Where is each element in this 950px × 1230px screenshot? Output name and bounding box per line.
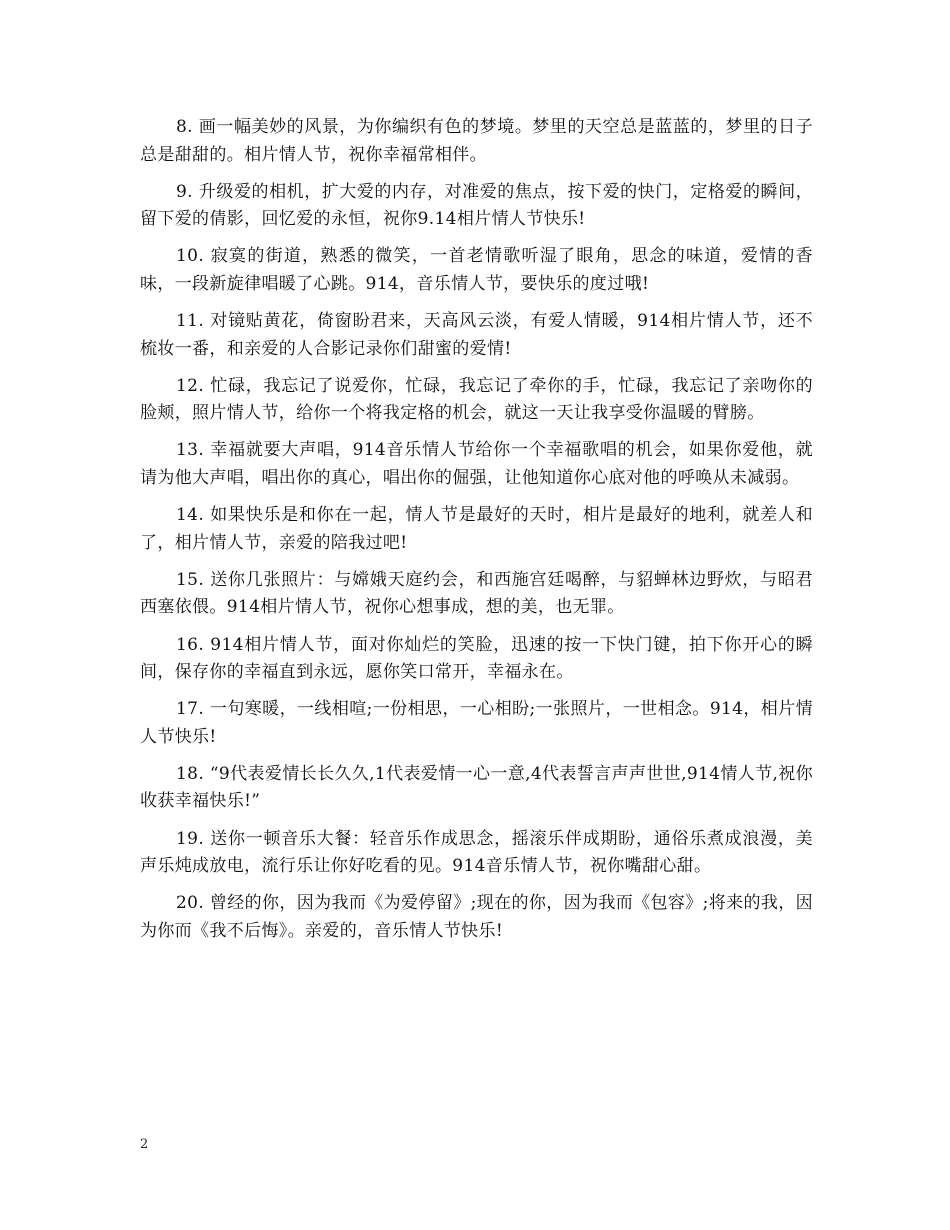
paragraph-item-20: 20. 曾经的你，因为我而《为爱停留》;现在的你，因为我而《包容》;将来的我，因为你而《我不后悔》。亲爱的，音乐情人节快乐!: [140, 893, 813, 941]
paragraph-item-15: 15. 送你几张照片：与嫦娥天庭约会，和西施宫廷喝醉，与貂蝉林边野炊，与昭君西塞依偎。914相片情人节，祝你心想事成，想的美，也无罪。: [140, 569, 813, 618]
paragraph-item-8: 8. 画一幅美妙的风景，为你编织有色的梦境。梦里的天空总是蓝蓝的，梦里的日子总是甜甜的。相片情人节，祝你幸福常相伴。: [140, 117, 813, 165]
page-number: 2: [140, 1137, 149, 1152]
paragraph-item-16: 16. 914相片情人节，面对你灿烂的笑脸，迅速的按一下快门键，拍下你开心的瞬间，保存你的幸福直到永远，愿你笑口常开，幸福永在。: [140, 634, 813, 683]
paragraph-item-14: 14. 如果快乐是和你在一起，情人节是最好的天时，相片是最好的地利，就差人和了，相片情人节，亲爱的陪我过吧!: [140, 505, 813, 553]
paragraph-item-10: 10. 寂寞的街道，熟悉的微笑，一首老情歌听湿了眼角，思念的味道，爱情的香味，一段新旋律唱暖了心跳。914，音乐情人节，要快乐的度过哦!: [140, 246, 813, 294]
paragraph-item-12: 12. 忙碌，我忘记了说爱你，忙碌，我忘记了牵你的手，忙碌，我忘记了亲吻你的脸颊，照片情人节，给你一个将我定格的机会，就这一天让我享受你温暖的臂膀。: [140, 375, 813, 424]
paragraph-item-19: 19. 送你一顿音乐大餐：轻音乐作成思念，摇滚乐伴成期盼，通俗乐煮成浪漫，美声乐炖成放电，流行乐让你好吃看的见。914音乐情人节，祝你嘴甜心甜。: [140, 828, 813, 877]
paragraph-item-18: 18. “9代表爱情长长久久,1代表爱情一心一意,4代表誓言声声世世,914情人节,祝你收获幸福快乐!”: [140, 763, 813, 812]
paragraph-item-9: 9. 升级爱的相机，扩大爱的内存，对准爱的焦点，按下爱的快门，定格爱的瞬间，留下爱的倩影，回忆爱的永恒，祝你9.14相片情人节快乐!: [140, 181, 813, 230]
document-body: [140, 114, 813, 955]
paragraph-item-13: 13. 幸福就要大声唱，914音乐情人节给你一个幸福歌唱的机会，如果你爱他，就请为他大声唱，唱出你的真心，唱出你的倔强，让他知道你心底对他的呼唤从未减弱。: [140, 440, 813, 489]
paragraph-item-11: 11. 对镜贴黄花，倚窗盼君来，天高风云淡，有爱人情暖，914相片情人节，还不梳妆一番，和亲爱的人合影记录你们甜蜜的爱情!: [140, 311, 813, 359]
paragraph-item-17: 17. 一句寒暖，一线相喧;一份相思，一心相盼;一张照片，一世相念。914，相片情人节快乐!: [140, 699, 813, 747]
